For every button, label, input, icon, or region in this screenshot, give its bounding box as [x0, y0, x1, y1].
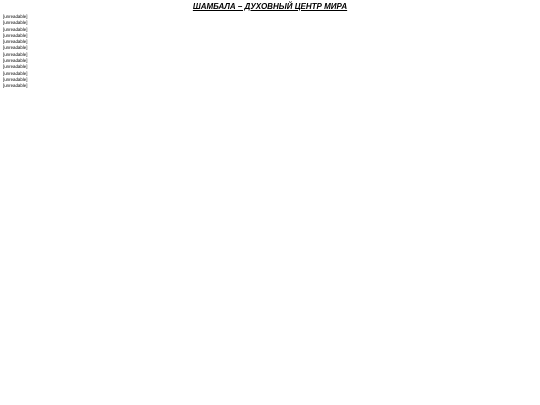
paragraph: [unreadable]: [3, 45, 28, 51]
paragraph: [unreadable]: [3, 64, 28, 70]
document-title: ШАМБАЛА – ДУХОВНЫЙ ЦЕНТР МИРА: [192, 2, 348, 11]
paragraph: [unreadable]: [3, 20, 28, 26]
paragraph: [unreadable]: [3, 51, 28, 57]
paragraph: [unreadable]: [3, 39, 28, 45]
paragraph: [unreadable]: [3, 83, 28, 89]
paragraph: [unreadable]: [3, 14, 28, 19]
paragraph: [unreadable]: [3, 70, 28, 76]
paragraph: [unreadable]: [3, 26, 28, 32]
paragraph: [unreadable]: [3, 76, 28, 82]
paragraph: [unreadable]: [3, 58, 28, 64]
document-body: [3, 14, 537, 90]
paragraph: [unreadable]: [3, 32, 28, 38]
